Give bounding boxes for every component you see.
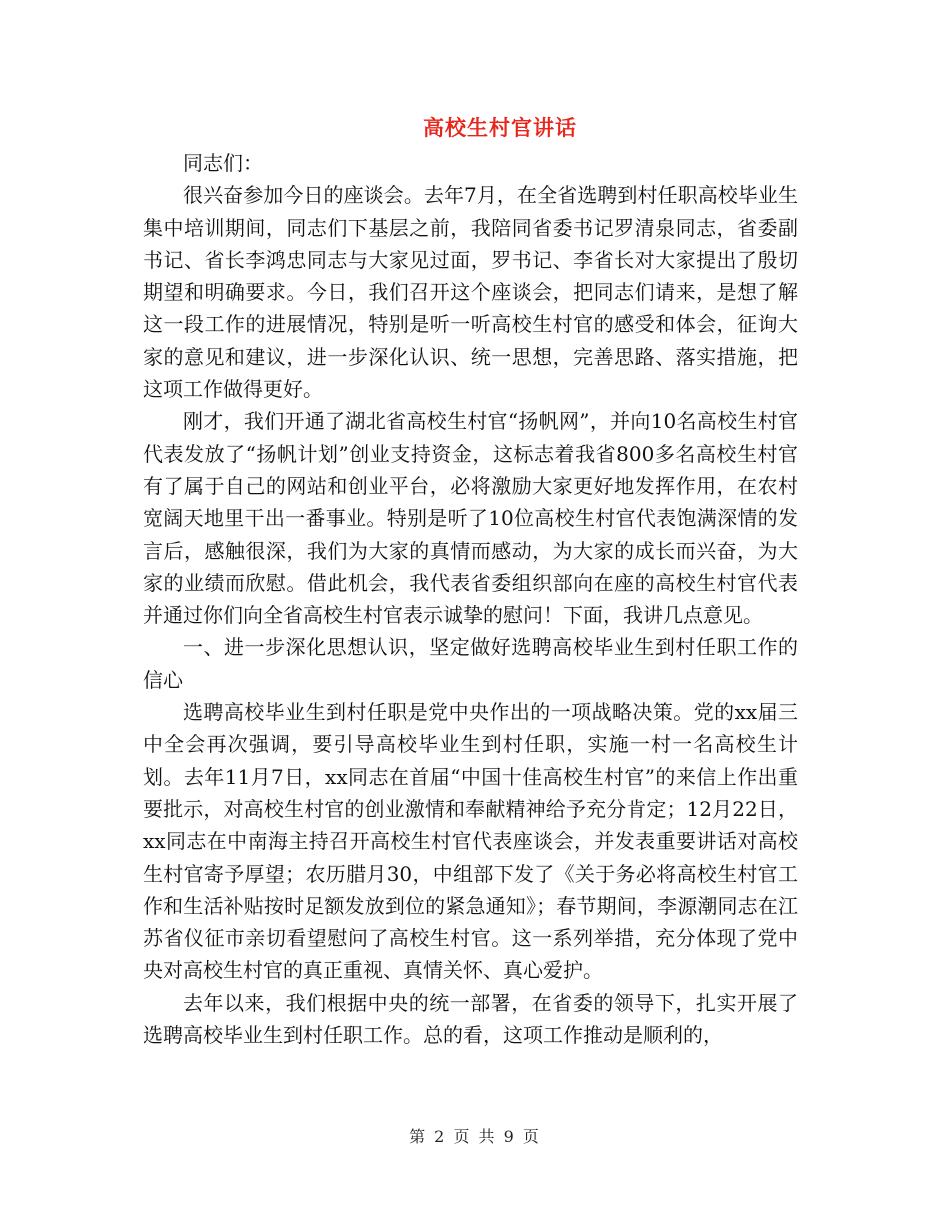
page-footer: 第 2 页 共 9 页	[409, 1127, 541, 1146]
salutation-paragraph: 同志们：	[183, 151, 263, 175]
body-paragraph: 刚才，我们开通了湖北省高校生村官“扬帆网”，并向10名高校生村官代表发放了“扬帆计划”创业支持资金，这标志着我省800多名高校生村官有了属于自己的网站和创业平台，必将激励大家更好地发挥作用，在农村宽阔天地里干出一番事业。特别是听了10位高校生村官代表饱满深情的发言后，感触很深，我们为大家的真情而感动，为大家的成长而兴奋，为大家的业绩而欣慰。借此机会，我代表省委组织部向在座的高校生村官代表并通过你们向全省高校生村官表示诚挚的慰问！下面，我讲几点意见。	[143, 409, 798, 628]
document-body	[143, 147, 798, 1051]
document-title: 高校生村官讲话	[423, 115, 577, 140]
body-paragraph: 选聘高校毕业生到村任职是党中央作出的一项战略决策。党的xx届三中全会再次强调，要引导高校毕业生到村任职，实施一村一名高校生计划。去年11月7日，xx同志在首届“中国十佳高校生村官”的来信上作出重要批示，对高校生村官的创业激情和奉献精神给予充分肯定；12月22日，xx同志在中南海主持召开高校生村官代表座谈会，并发表重要讲话对高校生村官寄予厚望；农历腊月30，中组部下发了《关于务必将高校生村官工作和生活补贴按时足额发放到位的紧急通知》；春节期间，李源潮同志在江苏省仪征市亲切看望慰问了高校生村官。这一系列举措，充分体现了党中央对高校生村官的真正重视、真情关怀、真心爱护。	[143, 700, 798, 983]
body-paragraph: 去年以来，我们根据中央的统一部署，在省委的领导下，扎实开展了选聘高校毕业生到村任职工作。总的看，这项工作推动是顺利的，	[143, 990, 798, 1048]
body-paragraph: 很兴奋参加今日的座谈会。去年7月，在全省选聘到村任职高校毕业生集中培训期间，同志们下基层之前，我陪同省委书记罗清泉同志，省委副书记、省长李鸿忠同志与大家见过面，罗书记、李省长对大家提出了殷切期望和明确要求。今日，我们召开这个座谈会，把同志们请来，是想了解这一段工作的进展情况，特别是听一听高校生村官的感受和体会，征询大家的意见和建议，进一步深化认识、统一思想，完善思路、落实措施，把这项工作做得更好。	[143, 183, 798, 402]
section-heading: 一、进一步深化思想认识，坚定做好选聘高校毕业生到村任职工作的信心	[143, 635, 798, 692]
